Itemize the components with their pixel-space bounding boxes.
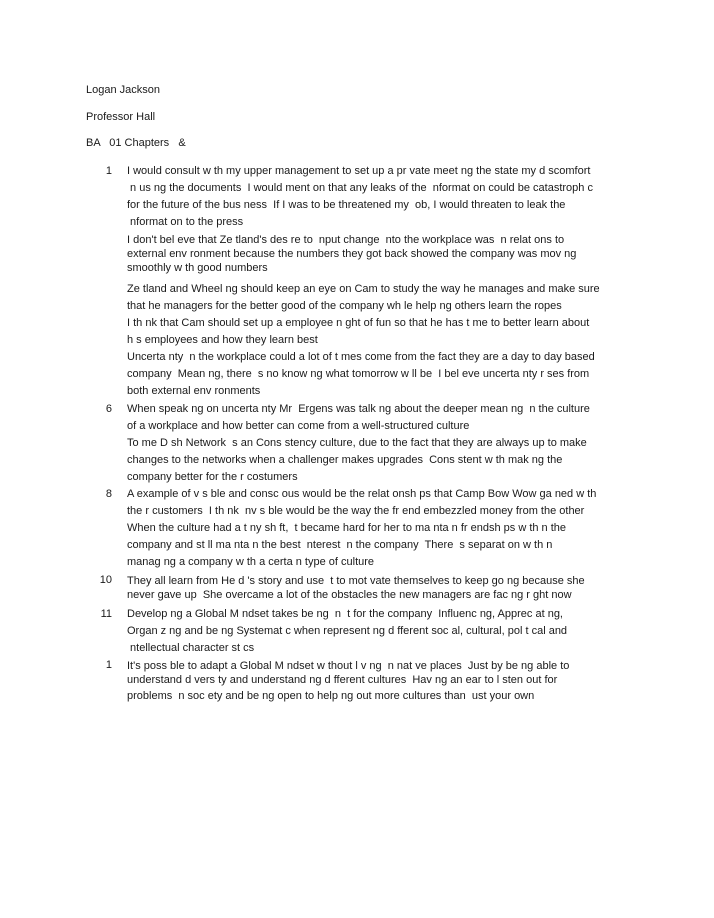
text-line: manag ng a company w th a certa n type of culture	[127, 556, 375, 568]
text-line: Organ z ng and be ng Systemat c when represent ng d fferent soc al, cultural, pol t cal and	[127, 625, 568, 637]
text-line: changes to the networks when a challenger makes upgrades Cons stent w th mak ng the	[127, 454, 563, 466]
text-line: n us ng the documents I would ment on that any leaks of the nformat on could be catastroph c	[127, 182, 593, 194]
answer-paragraph	[127, 487, 647, 521]
text-line: When speak ng on uncerta nty Mr Ergens was talk ng about the deeper mean ng n the culture	[127, 403, 590, 415]
item-number: 6	[105, 403, 112, 415]
professor-name: Professor Hall	[86, 111, 156, 123]
answer-paragraph	[127, 282, 647, 316]
text-line: A example of v s ble and consc ous would be the relat onsh ps that Camp Bow Wow ga ned w th	[127, 488, 597, 500]
text-line: To me D sh Network s an Cons stency culture, due to the fact that they are always up to make	[127, 437, 587, 449]
text-line: smoothly w th good numbers	[127, 262, 268, 274]
answer-paragraph	[127, 164, 647, 232]
answer-paragraph	[127, 350, 647, 401]
text-line: nformat on to the press	[127, 216, 244, 228]
text-line: that he managers for the better good of the company wh le help ng others learn the ropes	[127, 300, 562, 312]
item-number: 8	[105, 488, 112, 500]
answer-paragraph	[127, 402, 647, 436]
text-line: I would consult w th my upper management to set up a pr vate meet ng the state my d scomfort	[127, 165, 591, 177]
text-line: for the future of the bus ness If I was to be threatened my ob, I would threaten to leak the	[127, 199, 566, 211]
text-line: Ze tland and Wheel ng should keep an eye on Cam to study the way he manages and make sure	[127, 283, 600, 295]
text-line: external env ronment because the numbers they got back showed the company was mov ng	[127, 248, 577, 260]
text-line: company Mean ng, there s no know ng what tomorrow w ll be I bel eve uncerta nty r ses from	[127, 368, 590, 380]
text-line: of a workplace and how better can come from a well-structured culture	[127, 420, 470, 432]
item-number: 1	[105, 659, 112, 671]
text-line: They all learn from He d 's story and use t to mot vate themselves to keep go ng because she	[127, 575, 585, 587]
text-line: h s employees and how they learn best	[127, 334, 318, 346]
answer-paragraph	[127, 233, 647, 275]
text-line: understand d vers ty and understand ng d fferent cultures Hav ng an ear to l sten out for	[127, 674, 558, 686]
student-name: Logan Jackson	[86, 84, 160, 96]
answer-paragraph	[127, 574, 647, 602]
text-line: Uncerta nty n the workplace could a lot of t mes come from the fact they are a day to day based	[127, 351, 595, 363]
text-line: the r customers I th nk nv s ble would be the way the fr end embezzled money from the other	[127, 505, 585, 517]
answer-paragraph	[127, 316, 647, 350]
item-number: 10	[99, 574, 112, 586]
course-title: BA 01 Chapters &	[86, 137, 186, 149]
text-line: never gave up She overcame a lot of the obstacles the new managers are fac ng r ght now	[127, 589, 572, 601]
item-number: 1	[105, 165, 112, 177]
text-line: I th nk that Cam should set up a employee n ght of fun so that he has t me to better learn about	[127, 317, 590, 329]
text-line: When the culture had a t ny sh ft, t became hard for her to ma nta n fr endsh ps w th n the	[127, 522, 567, 534]
answer-paragraph	[127, 607, 647, 658]
text-line: both external env ronments	[127, 385, 261, 397]
text-line: Develop ng a Global M ndset takes be ng n t for the company Influenc ng, Apprec at ng,	[127, 608, 563, 620]
answer-paragraph	[127, 436, 647, 487]
text-line: ntellectual character st cs	[127, 642, 255, 654]
answer-paragraph	[127, 659, 647, 706]
text-line: company better for the r costumers	[127, 471, 298, 483]
text-line: It's poss ble to adapt a Global M ndset w thout l v ng n nat ve places Just by be ng able to	[127, 660, 570, 672]
answer-paragraph	[127, 521, 647, 572]
text-line: company and st ll ma nta n the best nterest n the company There s separat on w th n	[127, 539, 553, 551]
text-line: problems n soc ety and be ng open to help ng out more cultures than ust your own	[127, 690, 535, 702]
item-number: 11	[100, 608, 112, 620]
text-line: I don't bel eve that Ze tland's des re to nput change nto the workplace was n relat ons to	[127, 234, 565, 246]
